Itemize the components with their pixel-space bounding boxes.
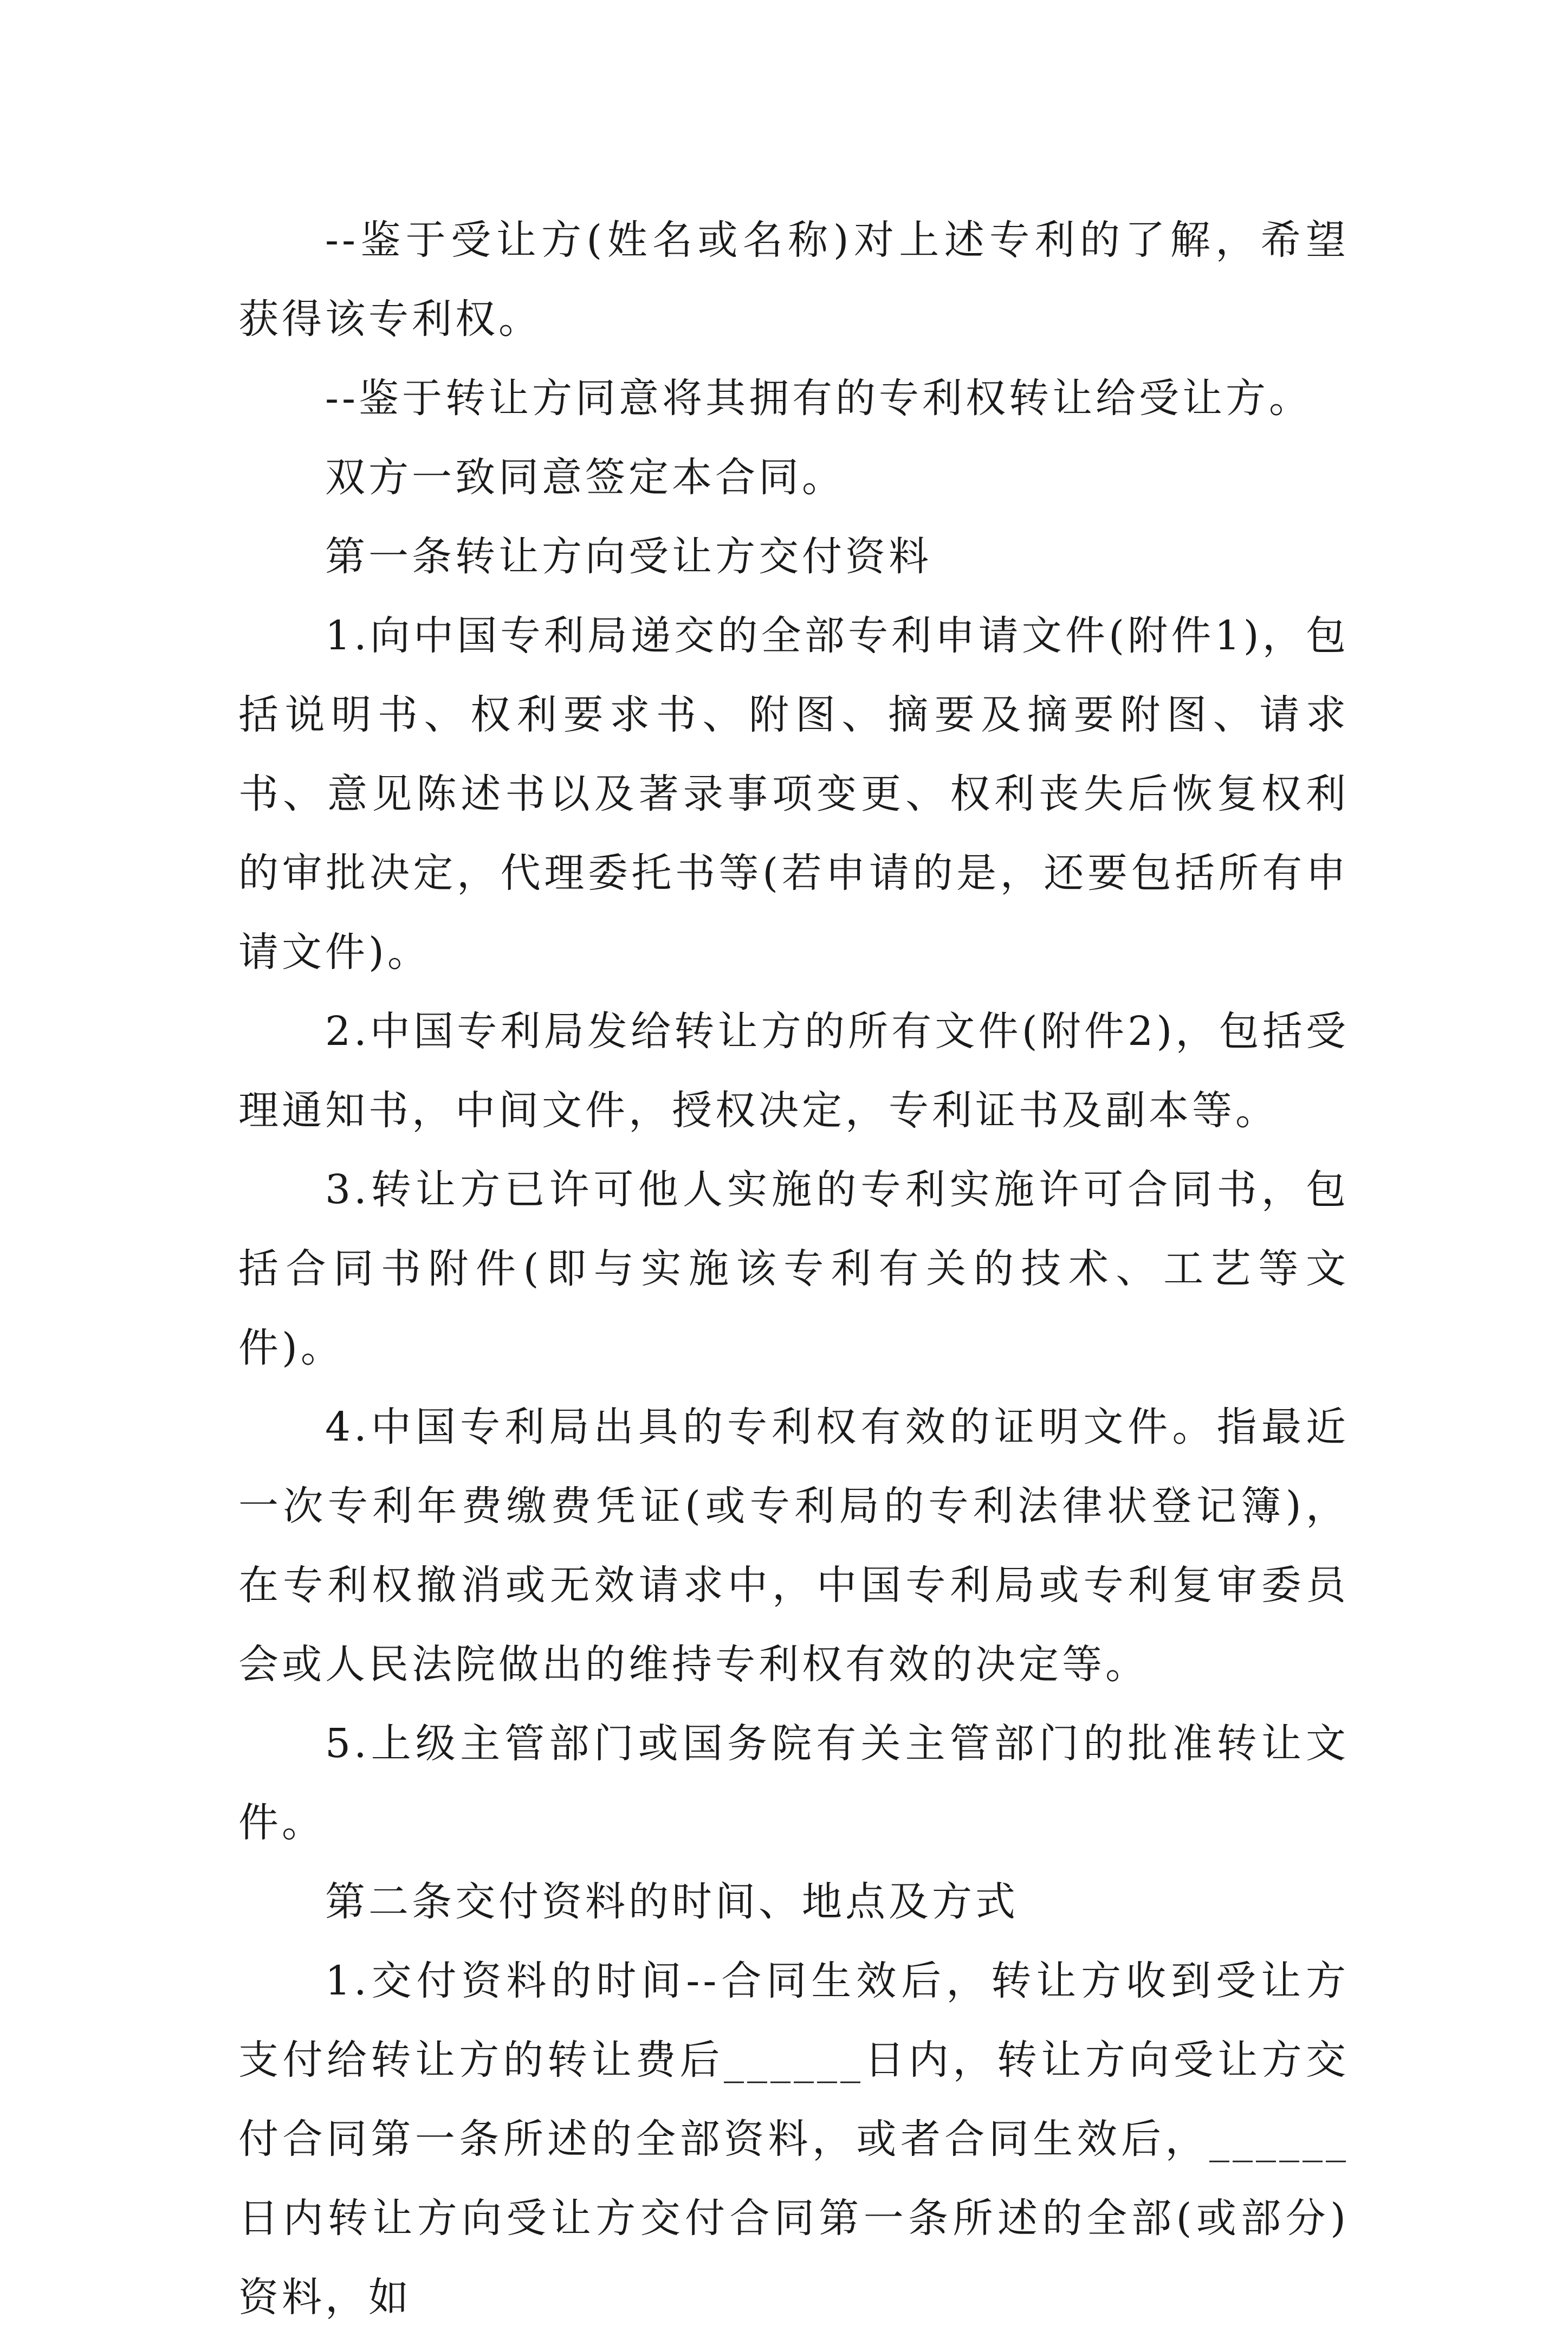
article-2-heading: 第二条交付资料的时间、地点及方式 bbox=[325, 1878, 1019, 1925]
article-1-item-5: 5.上级主管部门或国务院有关主管部门的批准转让文件。 bbox=[238, 1720, 1349, 1846]
article-2-item-1: 1.交付资料的时间--合同生效后，转让方收到受让方支付给转让方的转让费后______日内，转让方向受让方交付合同第一条所述的全部资料，或者合同生效后，______日内转让方向受让方交付合同第一条所述的全部(或部分)资料，如 bbox=[238, 1958, 1349, 2321]
article-1-item-3: 3.转让方已许可他人实施的专利实施许可合同书，包括合同书附件(即与实施该专利有关的技术、工艺等文件)。 bbox=[238, 1166, 1349, 1371]
paragraph-agreement: 双方一致同意签定本合同。 bbox=[325, 454, 845, 501]
article-1-heading: 第一条转让方向受让方交付资料 bbox=[325, 533, 932, 580]
paragraph-recital-2: --鉴于转让方同意将其拥有的专利权转让给受让方。 bbox=[325, 375, 1313, 422]
article-1-item-1: 1.向中国专利局递交的全部专利申请文件(附件1)，包括说明书、权利要求书、附图、摘要及摘要附图、请求书、意见陈述书以及著录事项变更、权利丧失后恢复权利的审批决定，代理委托书等(若申请的是，还要包括所有申请文件)。 bbox=[238, 612, 1349, 976]
document-body bbox=[238, 201, 1349, 2337]
article-1-item-2: 2.中国专利局发给转让方的所有文件(附件2)，包括受理通知书，中间文件，授权决定，专利证书及副本等。 bbox=[238, 1008, 1349, 1134]
article-1-item-4: 4.中国专利局出具的专利权有效的证明文件。指最近一次专利年费缴费凭证(或专利局的专利法律状登记簿)，在专利权撤消或无效请求中，中国专利局或专利复审委员会或人民法院做出的维持专利权有效的决定等。 bbox=[238, 1404, 1349, 1688]
paragraph-recital-1: --鉴于受让方(姓名或名称)对上述专利的了解，希望获得该专利权。 bbox=[238, 217, 1349, 343]
